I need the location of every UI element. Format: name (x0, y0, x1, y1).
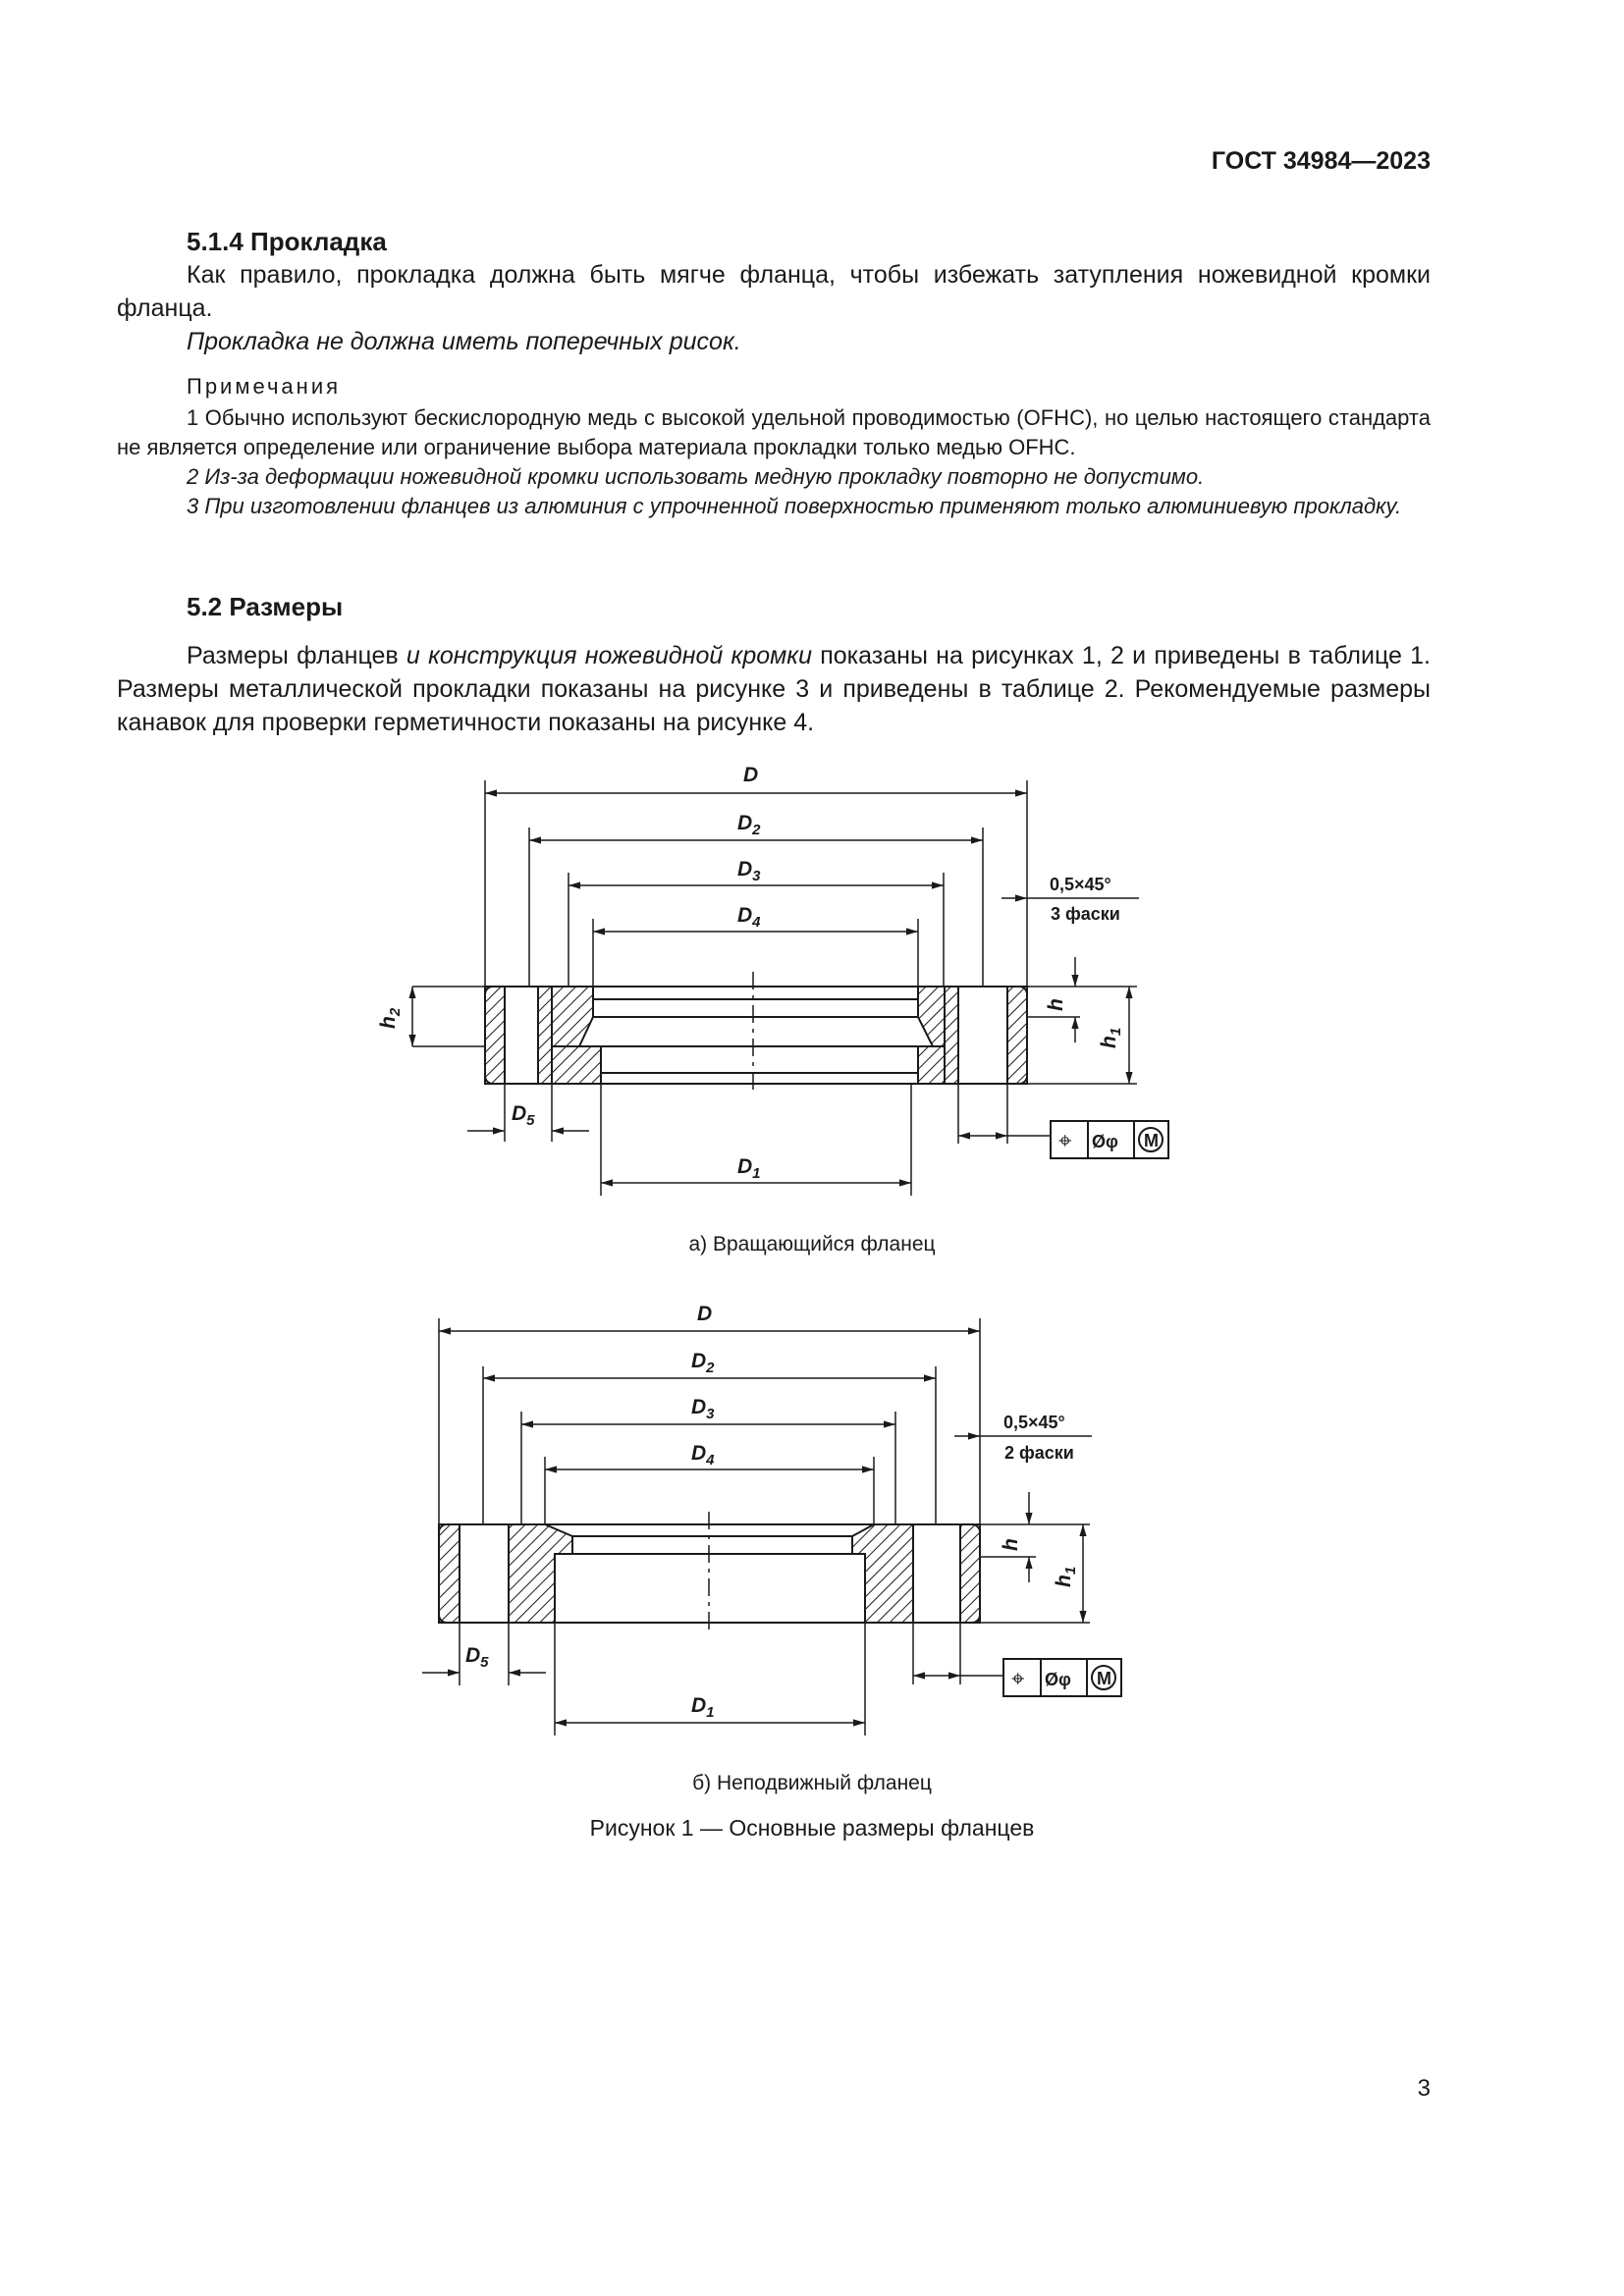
note-1: 1 Обычно используют бескислородную медь с высокой удельной проводимостью (OFHC), но целью настоящего стандарта не является определение или ограничение выбора материала прокладки только медью OFHC. (117, 405, 1431, 459)
paragraph-gasket: Как правило, прокладка должна быть мягче фланца, чтобы избежать затупления ножевидной кромки фланца. (117, 261, 1431, 322)
standard-number: ГОСТ 34984—2023 (1211, 147, 1431, 175)
flange-a-bolt-hatch-left (485, 987, 505, 1084)
position-tolerance-icon: ⌖ (1011, 1666, 1025, 1692)
figure-title: Рисунок 1 — Основные размеры фланцев (589, 1815, 1035, 1841)
dim-a-D: D (743, 764, 759, 786)
dim-a-D3: D3 (737, 858, 761, 884)
dim-a-D4: D4 (737, 904, 761, 931)
flange-a-inner-hatch-right (918, 1046, 945, 1084)
notes-heading: Примечания (187, 374, 342, 399)
chamfer-a-size: 0,5×45° (1050, 875, 1111, 894)
section-title-52: 5.2 Размеры (187, 592, 344, 621)
dim-b-h1: h1 (1053, 1566, 1079, 1587)
tolerance-frame-b (1003, 1659, 1121, 1696)
tolerance-modifier-b: M (1097, 1669, 1111, 1688)
flange-b-knife-edge-right (852, 1524, 913, 1623)
flange-b-bolt-hatch-left (439, 1524, 460, 1623)
section-title-514: 5.1.4 Прокладка (187, 227, 387, 256)
figure-a-rotating-flange (485, 972, 1027, 1090)
caption-figure-a: а) Вращающийся фланец (688, 1233, 936, 1255)
note-2: 2 Из-за деформации ножевидной кромки использовать медную прокладку повторно не допустимо. (187, 464, 1205, 489)
figure-a-dimension-lines (412, 780, 1139, 1196)
caption-figure-b: б) Неподвижный фланец (692, 1772, 932, 1794)
dim-a-D5: D5 (512, 1102, 535, 1129)
dim-b-D2: D2 (691, 1350, 715, 1376)
flange-a-inner-hatch-left (552, 1046, 601, 1084)
paragraph-dimensions: Размеры фланцев и конструкция ножевидной кромки показаны на рисунках 1, 2 и приведены в таблице 1. Размеры металлической прокладки показаны на рисунке 3 и приведены в таблице 2. Рекомендуемые размеры канавок для проверки герметичности показаны на рисунке 4. (117, 642, 1431, 736)
note-3: 3 При изготовлении фланцев из алюминия с упрочненной поверхностью применяют только алюминиевую прокладку. (187, 494, 1402, 518)
chamfer-b-count: 2 фаски (1004, 1443, 1074, 1463)
flange-a-bolt-hatch-right-2 (1007, 987, 1027, 1084)
dim-b-D4: D4 (691, 1442, 715, 1468)
dim-b-D5: D5 (465, 1644, 489, 1671)
paragraph-gasket-italic: Прокладка не должна иметь поперечных рисок. (187, 328, 741, 355)
flange-a-knife-edge-right (918, 987, 945, 1046)
figure-b-fixed-flange (439, 1512, 980, 1634)
page-number: 3 (1417, 2075, 1431, 2102)
dim-a-h2: h2 (377, 1007, 404, 1029)
tolerance-value-b: Øφ (1045, 1670, 1071, 1689)
flange-b-knife-edge-left (509, 1524, 572, 1623)
chamfer-b-size: 0,5×45° (1003, 1413, 1065, 1432)
figure-a-dimension-labels (377, 764, 1124, 1182)
dim-a-h1: h1 (1098, 1027, 1124, 1048)
dim-b-D: D (697, 1303, 713, 1325)
flange-a-bolt-hatch-left-2 (538, 987, 552, 1084)
flange-a-bolt-hatch-right (945, 987, 958, 1084)
tolerance-value-a: Øφ (1092, 1132, 1118, 1151)
dim-a-D2: D2 (737, 812, 761, 838)
tolerance-modifier-a: M (1144, 1131, 1159, 1150)
dim-a-D1: D1 (737, 1155, 761, 1182)
flange-b-bolt-hatch-right (960, 1524, 980, 1623)
flange-a-knife-edge-left (552, 987, 593, 1046)
tolerance-frame-a (1051, 1121, 1168, 1158)
dim-b-h: h (1000, 1538, 1022, 1551)
chamfer-a-count: 3 фаски (1051, 904, 1120, 924)
figure-b-dimension-labels (465, 1303, 1079, 1721)
dim-b-D1: D1 (691, 1694, 715, 1721)
dim-b-D3: D3 (691, 1396, 715, 1422)
position-tolerance-icon: ⌖ (1058, 1128, 1072, 1154)
dim-a-h: h (1045, 998, 1067, 1011)
